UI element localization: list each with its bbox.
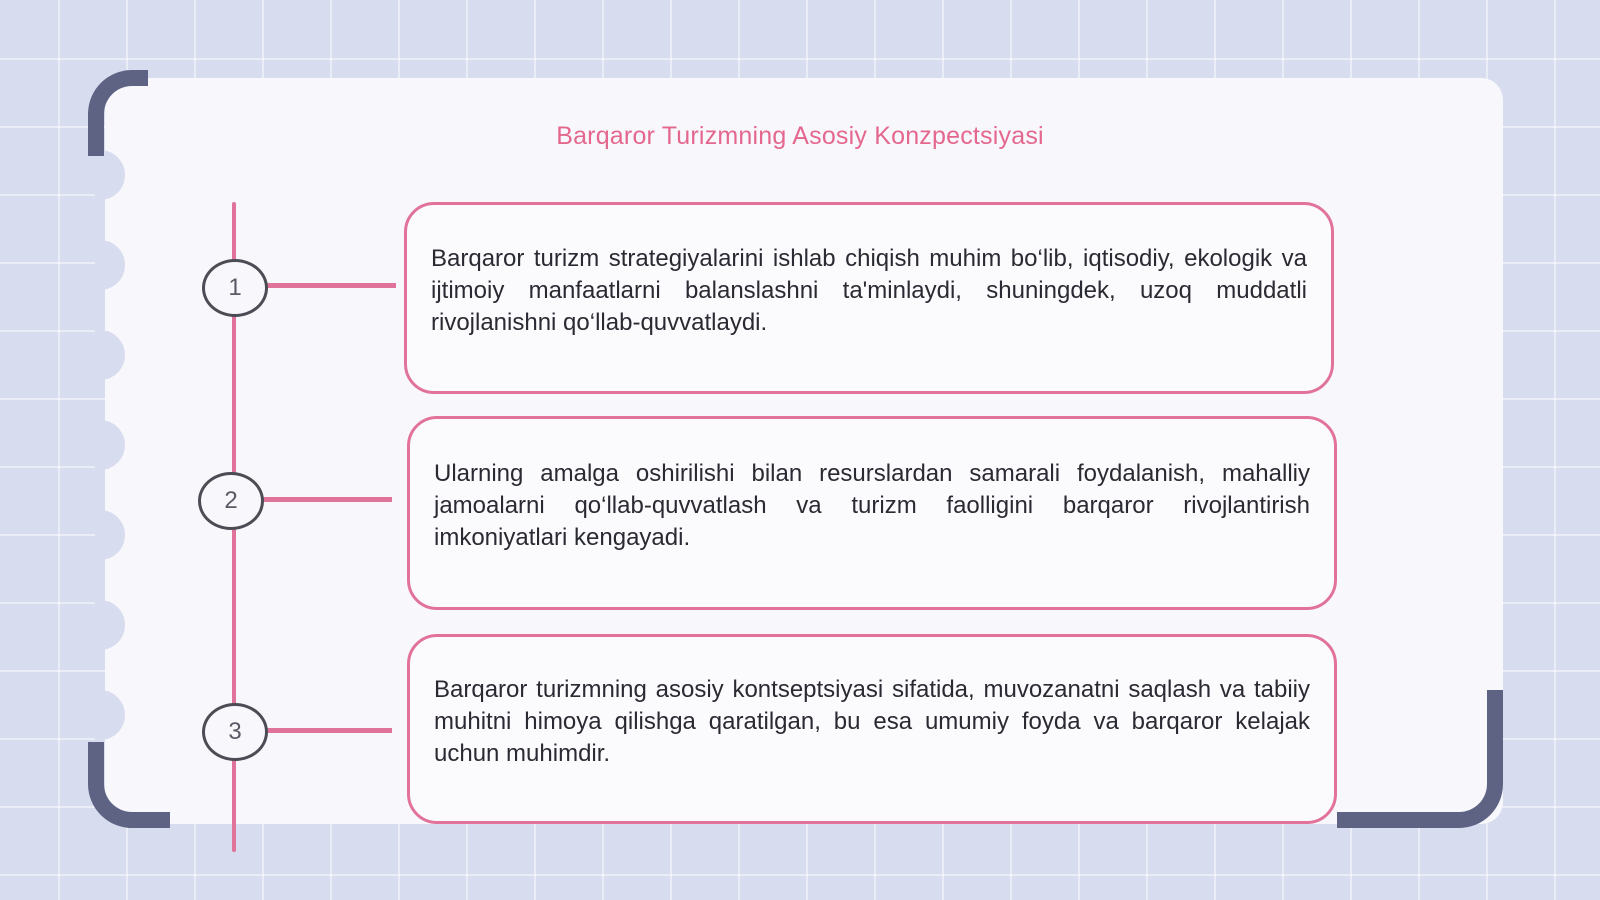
- slide-title: Barqaror Turizmning Asosiy Konzpectsiyasi: [556, 122, 1044, 150]
- node-number: 1: [228, 274, 242, 301]
- timeline-connector: [266, 283, 396, 288]
- content-box-1: [404, 202, 1334, 394]
- node-number: 3: [228, 718, 242, 745]
- timeline-node-1: [202, 259, 268, 317]
- timeline-connector: [262, 497, 392, 502]
- content-box-3: [407, 634, 1337, 824]
- corner-bracket-bottom-right: [1337, 690, 1503, 828]
- content-text: Ularning amalga oshirilishi bilan resurslardan samarali foydalanish, mahalliy jamoalarni qo‘llab-quvvatlash va turizm faolligini barqaror rivojlantirish imkoniyatlari kengayadi.: [434, 460, 1310, 551]
- timeline-node-3: [202, 703, 268, 761]
- timeline-connector: [266, 728, 392, 733]
- corner-bracket-bottom-left: [88, 742, 170, 828]
- timeline-node-2: [198, 472, 264, 530]
- content-text: Barqaror turizm strategiyalarini ishlab chiqish muhim bo‘lib, iqtisodiy, ekologik va ijtimoiy manfaatlarni balanslashni ta'minlaydi, shuningdek, uzoq muddatli rivojlanishni qo‘llab-quvvatlaydi.: [431, 245, 1307, 336]
- node-number: 2: [224, 487, 238, 514]
- content-text: Barqaror turizmning asosiy kontseptsiyasi sifatida, muvozanatni saqlash va tabiiy muhitni himoya qilishga qaratilgan, bu esa umumiy foyda va barqaror kelajak uchun muhimdir.: [434, 676, 1310, 767]
- content-box-2: [407, 416, 1337, 610]
